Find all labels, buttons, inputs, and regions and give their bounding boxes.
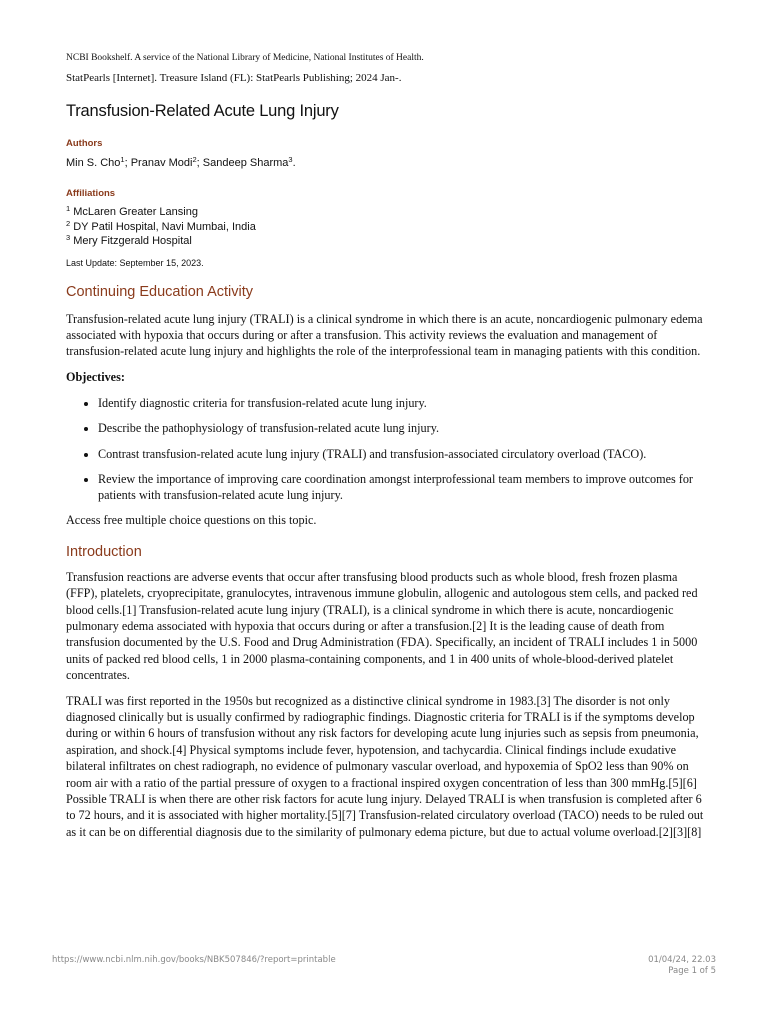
authors-list (66, 156, 704, 171)
objectives-list (66, 395, 704, 503)
author-affiliation-ref: 3 (288, 155, 293, 164)
author-separator: ; (124, 157, 131, 169)
affiliation-item (66, 234, 704, 249)
affiliation-item (66, 205, 704, 220)
article-title: Transfusion-Related Acute Lung Injury (66, 102, 339, 120)
affiliation-name: Mery Fitzgerald Hospital (73, 235, 192, 247)
affiliation-number: 3 (66, 233, 71, 242)
page-number: Page 1 of 5 (668, 966, 716, 976)
objective-item: • Contrast transfusion-related acute lung injury (TRALI) and transfusion-associated circulatory overload (TACO). (98, 446, 704, 462)
author-separator: . (292, 157, 296, 169)
affiliation-number: 2 (66, 218, 71, 228)
author-name[interactable]: Min S. Cho (66, 157, 121, 169)
introduction-paragraph: TRALI was first reported in the 1950s but recognized as a distinctive clinical syndrome in 1983.[3] The disorder is not only diagnosed clinically but is usually confirmed by radiographic findings. Diagnostic criteria for TRALI is if the symptoms develop during or within 6 hours of transfusion without any risk factors for developing acute lung injuries such as sepsis from pneumonia, aspiration, and shock.[4] Physical symptoms include fever, hypotension, and tachycardia. Clinical findings include exudative bilateral infiltrates on chest radiograph, no evidence of pulmonary vascular overload, and hypoxemia of SpO2 less than 90% on room air with a ratio of the partial pressure of oxygen to a fractional inspired oxygen concentration of less than 300 mmHg.[5][6] Possible TRALI is when there are other risk factors for acute lung injury. Delayed TRALI is when transfusion is completed after 6 to 72 hours, and it is associated with higher mortality.[5][7] Transfusion-related circulatory overload (TACO) needs to be ruled out as it can be on differential diagnosis due to the similarity of pulmonary edema picture, but due to actual volume overload.[2][3][8] (66, 693, 704, 839)
affiliations-heading: Affiliations (66, 188, 116, 199)
affiliation-item (66, 220, 704, 235)
author-name[interactable]: Sandeep Sharma (202, 157, 289, 169)
print-meta (648, 955, 716, 977)
objective-item: • Describe the pathophysiology of transfusion-related acute lung injury. (98, 420, 704, 436)
section-heading-continuing-education: Continuing Education Activity (66, 283, 253, 300)
author-separator: ; (196, 157, 203, 169)
source-line: StatPearls [Internet]. Treasure Island (FL): StatPearls Publishing; 2024 Jan-. (66, 72, 402, 84)
objective-item: • Identify diagnostic criteria for transfusion-related acute lung injury. (98, 395, 704, 411)
affiliation-name: DY Patil Hospital, Navi Mumbai, India (73, 220, 256, 233)
section-heading-introduction: Introduction (66, 543, 142, 560)
affiliation-number: 1 (66, 204, 71, 213)
author-name[interactable]: Pranav Modi (130, 157, 193, 169)
affiliation-name: McLaren Greater Lansing (73, 206, 198, 218)
publisher-line: NCBI Bookshelf. A service of the National Library of Medicine, National Institutes of Health. (66, 53, 424, 63)
authors-heading: Authors (66, 138, 103, 149)
affiliations-list (66, 205, 704, 249)
author-affiliation-ref: 2 (192, 155, 197, 164)
print-datetime: 01/04/24, 22.03 (648, 955, 716, 965)
page-url[interactable]: https://www.ncbi.nlm.nih.gov/books/NBK507846/?report=printable (52, 955, 336, 965)
objectives-label: Objectives: (66, 369, 125, 384)
mcq-access-link[interactable]: Access free multiple choice questions on this topic. (66, 513, 317, 528)
objective-item: • Review the importance of improving care coordination amongst interprofessional team members to improve outcomes for patients with transfusion-related acute lung injury. (98, 471, 704, 504)
last-update: Last Update: September 15, 2023. (66, 257, 204, 268)
author-affiliation-ref: 1 (120, 155, 125, 164)
document-page (66, 52, 704, 840)
continuing-education-paragraph: Transfusion-related acute lung injury (TRALI) is a clinical syndrome in which there is an acute, noncardiogenic pulmonary edema associated with hypoxia that occurs during or after a transfusion. This activity reviews the evaluation and management of transfusion-related acute lung injury and highlights the role of the interprofessional team in managing patients with this condition. (66, 311, 703, 359)
introduction-paragraph: Transfusion reactions are adverse events that occur after transfusing blood products such as whole blood, fresh frozen plasma (FFP), platelets, cryoprecipitate, granulocytes, intravenous immune globulin, allogenic and autologous stem cells, and packed red blood cells.[1] Transfusion-related acute lung injury (TRALI), is a clinical syndrome in which there is acute, noncardiogenic pulmonary edema associated with hypoxia that occurs during or after a transfusion.[2] It is the leading cause of death from transfusion documented by the U.S. Food and Drug Administration (FDA). Specifically, an incident of TRALI includes 1 in 5000 units of packed red blood cells, 1 in 2000 plasma-containing components, and 1 in 400 units of whole-blood-derived platelet concentrates. (66, 569, 698, 683)
